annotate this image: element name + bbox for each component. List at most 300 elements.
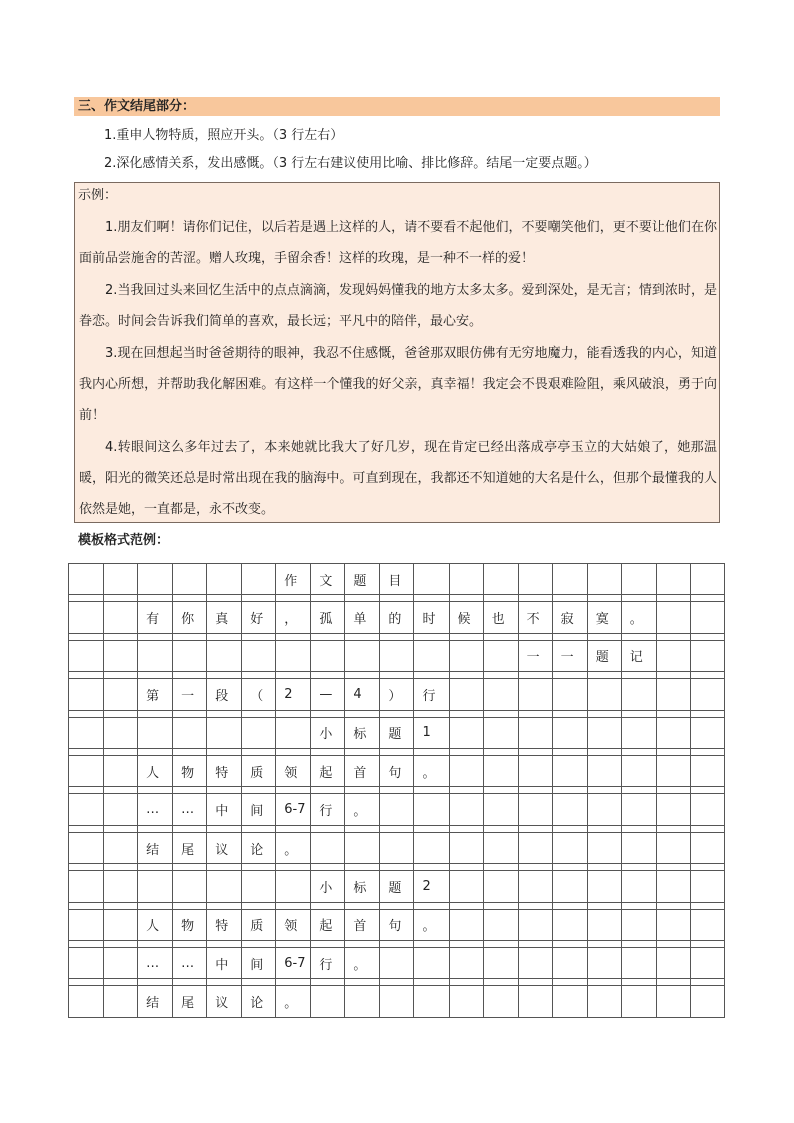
grid-cell	[587, 986, 621, 1018]
grid-spacer-cell	[138, 864, 173, 871]
grid-cell	[656, 794, 690, 825]
grid-spacer-cell	[380, 979, 414, 986]
grid-cell: （	[242, 679, 276, 710]
grid-spacer-cell	[138, 595, 173, 602]
grid-spacer-cell	[69, 595, 104, 602]
grid-row	[69, 564, 725, 595]
grid-cell	[587, 909, 621, 940]
grid-cell: 。	[276, 986, 311, 1018]
grid-cell: ）	[380, 679, 414, 710]
grid-spacer-cell	[552, 748, 587, 755]
grid-spacer-cell	[621, 633, 656, 640]
grid-row	[69, 640, 725, 671]
grid-spacer-cell	[518, 748, 552, 755]
grid-spacer-cell	[690, 672, 724, 679]
grid-cell	[173, 871, 207, 902]
grid-spacer-cell	[242, 979, 276, 986]
grid-cell	[518, 564, 552, 595]
grid-spacer-cell	[414, 864, 449, 871]
grid-cell	[587, 756, 621, 787]
grid-cell	[380, 794, 414, 825]
grid-cell	[656, 909, 690, 940]
grid-row	[69, 602, 725, 633]
grid-cell	[587, 871, 621, 902]
grid-spacer-cell	[483, 595, 518, 602]
grid-spacer-cell	[656, 902, 690, 909]
grid-spacer-cell	[242, 941, 276, 948]
grid-spacer-cell	[414, 941, 449, 948]
grid-spacer-cell	[380, 748, 414, 755]
grid-spacer-cell	[104, 672, 138, 679]
grid-cell: 时	[414, 602, 449, 633]
template-title: 模板格式范例：	[78, 533, 170, 548]
grid-cell: 小	[311, 871, 345, 902]
grid-cell	[414, 948, 449, 979]
grid-cell: 中	[207, 794, 242, 825]
grid-spacer-cell	[276, 902, 311, 909]
grid-cell	[518, 832, 552, 863]
example-paragraph-4: 4.转眼间这么多年过去了，本来她就比我大了好几岁，现在肯定已经出落成亭亭玉立的大姑娘了，她那温暖，阳光的微笑还总是时常出现在我的脑海中。可直到现在，我都还不知道她的大名是什么，但那个最懂我的人依然是她，一直都是，永不改变。	[79, 440, 717, 517]
grid-spacer-cell	[242, 710, 276, 717]
grid-spacer-cell	[173, 902, 207, 909]
grid-spacer-cell	[345, 710, 380, 717]
grid-spacer-cell	[552, 595, 587, 602]
grid-spacer-cell	[207, 787, 242, 794]
grid-cell	[518, 717, 552, 748]
grid-spacer-cell	[173, 672, 207, 679]
grid-cell	[483, 756, 518, 787]
grid-spacer-cell	[345, 864, 380, 871]
grid-cell	[621, 564, 656, 595]
grid-cell: …	[173, 794, 207, 825]
section-header: 三、作文结尾部分：	[74, 97, 720, 116]
grid-cell	[207, 640, 242, 671]
grid-spacer-cell	[621, 787, 656, 794]
grid-spacer-cell	[242, 825, 276, 832]
grid-cell: 标	[345, 871, 380, 902]
grid-spacer-row	[69, 748, 725, 755]
grid-cell	[345, 640, 380, 671]
grid-cell: 物	[173, 909, 207, 940]
grid-spacer-cell	[138, 672, 173, 679]
grid-spacer-cell	[242, 787, 276, 794]
grid-cell	[518, 871, 552, 902]
grid-spacer-cell	[311, 710, 345, 717]
grid-cell: 行	[414, 679, 449, 710]
grid-cell	[690, 679, 724, 710]
grid-spacer-row	[69, 902, 725, 909]
grid-cell	[656, 679, 690, 710]
grid-spacer-cell	[276, 672, 311, 679]
grid-cell	[138, 717, 173, 748]
grid-spacer-cell	[242, 748, 276, 755]
grid-cell	[69, 909, 104, 940]
grid-cell	[449, 717, 483, 748]
grid-spacer-cell	[587, 979, 621, 986]
grid-spacer-cell	[207, 902, 242, 909]
grid-cell	[69, 832, 104, 863]
grid-spacer-cell	[207, 748, 242, 755]
grid-cell	[656, 602, 690, 633]
grid-cell	[449, 832, 483, 863]
grid-spacer-cell	[138, 979, 173, 986]
grid-cell: 结	[138, 986, 173, 1018]
grid-cell	[587, 717, 621, 748]
grid-spacer-cell	[449, 864, 483, 871]
grid-spacer-cell	[552, 633, 587, 640]
grid-cell	[690, 832, 724, 863]
grid-spacer-cell	[242, 864, 276, 871]
grid-spacer-cell	[104, 825, 138, 832]
grid-spacer-cell	[104, 864, 138, 871]
grid-cell: 尾	[173, 986, 207, 1018]
grid-cell: 6-7	[276, 948, 311, 979]
grid-cell: 。	[345, 794, 380, 825]
grid-spacer-cell	[173, 941, 207, 948]
grid-spacer-row	[69, 864, 725, 871]
grid-cell	[621, 679, 656, 710]
grid-cell	[552, 717, 587, 748]
grid-spacer-cell	[621, 941, 656, 948]
grid-cell	[69, 717, 104, 748]
grid-spacer-cell	[380, 902, 414, 909]
grid-spacer-cell	[173, 825, 207, 832]
grid-cell: 。	[621, 602, 656, 633]
grid-spacer-cell	[69, 672, 104, 679]
grid-spacer-cell	[276, 825, 311, 832]
grid-spacer-cell	[380, 825, 414, 832]
grid-spacer-cell	[518, 979, 552, 986]
grid-cell: 结	[138, 832, 173, 863]
grid-cell: 标	[345, 717, 380, 748]
grid-row	[69, 832, 725, 863]
grid-spacer-cell	[449, 787, 483, 794]
grid-cell: 4	[345, 679, 380, 710]
grid-cell	[69, 679, 104, 710]
grid-spacer-cell	[414, 710, 449, 717]
grid-cell: 作	[276, 564, 311, 595]
grid-spacer-cell	[587, 672, 621, 679]
grid-cell: 一	[173, 679, 207, 710]
grid-spacer-cell	[621, 672, 656, 679]
grid-spacer-cell	[483, 979, 518, 986]
grid-spacer-cell	[483, 633, 518, 640]
grid-cell	[690, 909, 724, 940]
grid-cell	[380, 986, 414, 1018]
grid-spacer-cell	[483, 672, 518, 679]
grid-row	[69, 756, 725, 787]
grid-spacer-row	[69, 633, 725, 640]
grid-spacer-cell	[518, 595, 552, 602]
grid-cell: 物	[173, 756, 207, 787]
grid-spacer-cell	[449, 941, 483, 948]
grid-cell	[483, 794, 518, 825]
grid-cell: 首	[345, 909, 380, 940]
grid-spacer-row	[69, 710, 725, 717]
grid-cell: 段	[207, 679, 242, 710]
grid-cell	[587, 948, 621, 979]
grid-spacer-cell	[69, 710, 104, 717]
grid-cell: 议	[207, 986, 242, 1018]
grid-spacer-cell	[656, 825, 690, 832]
grid-cell	[207, 717, 242, 748]
grid-cell	[621, 794, 656, 825]
grid-cell	[414, 986, 449, 1018]
grid-cell	[483, 640, 518, 671]
grid-spacer-cell	[690, 825, 724, 832]
grid-cell	[242, 871, 276, 902]
grid-cell: 小	[311, 717, 345, 748]
grid-cell	[552, 564, 587, 595]
grid-cell	[104, 794, 138, 825]
grid-spacer-cell	[207, 595, 242, 602]
example-paragraph-3: 3.现在回想起当时爸爸期待的眼神，我忍不住感慨，爸爸那双眼仿佛有无穷地魔力，能看透我的内心，知道我内心所想，并帮助我化解困难。有这样一个懂我的好父亲，真幸福！我定会不畏艰难险阻，乘风破浪，勇于向前！	[79, 346, 717, 423]
grid-cell: 题	[345, 564, 380, 595]
grid-spacer-cell	[242, 672, 276, 679]
grid-cell	[449, 756, 483, 787]
grid-spacer-cell	[104, 710, 138, 717]
grid-cell	[587, 832, 621, 863]
grid-cell	[449, 909, 483, 940]
grid-spacer-cell	[656, 595, 690, 602]
grid-spacer-cell	[587, 748, 621, 755]
grid-cell: 质	[242, 756, 276, 787]
grid-row	[69, 909, 725, 940]
grid-spacer-cell	[690, 633, 724, 640]
grid-spacer-cell	[207, 710, 242, 717]
grid-spacer-cell	[345, 825, 380, 832]
grid-spacer-cell	[690, 748, 724, 755]
grid-cell: 领	[276, 756, 311, 787]
grid-spacer-row	[69, 672, 725, 679]
grid-spacer-cell	[242, 902, 276, 909]
grid-cell	[621, 909, 656, 940]
grid-spacer-cell	[656, 672, 690, 679]
grid-cell	[104, 717, 138, 748]
grid-cell	[621, 948, 656, 979]
grid-cell	[656, 871, 690, 902]
grid-spacer-cell	[311, 672, 345, 679]
grid-spacer-cell	[173, 748, 207, 755]
grid-cell: 一	[518, 640, 552, 671]
essay-grid	[68, 563, 725, 1018]
grid-cell	[69, 986, 104, 1018]
grid-cell	[414, 640, 449, 671]
grid-spacer-cell	[138, 748, 173, 755]
grid-cell: 文	[311, 564, 345, 595]
grid-cell	[621, 871, 656, 902]
grid-cell	[483, 832, 518, 863]
grid-spacer-cell	[518, 672, 552, 679]
grid-spacer-cell	[311, 633, 345, 640]
grid-spacer-cell	[587, 941, 621, 948]
grid-spacer-cell	[138, 787, 173, 794]
grid-cell	[104, 832, 138, 863]
grid-spacer-cell	[518, 825, 552, 832]
grid-spacer-cell	[483, 902, 518, 909]
grid-cell	[483, 909, 518, 940]
grid-spacer-cell	[552, 941, 587, 948]
grid-spacer-cell	[345, 787, 380, 794]
grid-spacer-cell	[276, 710, 311, 717]
grid-spacer-cell	[380, 941, 414, 948]
grid-cell	[69, 602, 104, 633]
grid-cell	[449, 871, 483, 902]
grid-spacer-cell	[690, 787, 724, 794]
grid-cell: 第	[138, 679, 173, 710]
grid-spacer-cell	[69, 902, 104, 909]
grid-cell	[242, 717, 276, 748]
grid-cell	[449, 986, 483, 1018]
grid-spacer-cell	[552, 710, 587, 717]
grid-spacer-cell	[311, 787, 345, 794]
grid-spacer-cell	[276, 979, 311, 986]
grid-spacer-cell	[690, 941, 724, 948]
grid-spacer-cell	[276, 595, 311, 602]
grid-cell	[380, 640, 414, 671]
grid-cell: 寂	[552, 602, 587, 633]
grid-cell	[104, 986, 138, 1018]
grid-spacer-cell	[483, 748, 518, 755]
grid-cell	[414, 564, 449, 595]
grid-cell	[552, 909, 587, 940]
grid-cell	[483, 871, 518, 902]
grid-cell: 句	[380, 909, 414, 940]
grid-cell	[483, 986, 518, 1018]
grid-cell: 特	[207, 756, 242, 787]
grid-cell	[311, 640, 345, 671]
grid-cell	[690, 986, 724, 1018]
grid-spacer-cell	[311, 595, 345, 602]
grid-cell	[69, 564, 104, 595]
grid-cell: 间	[242, 794, 276, 825]
grid-spacer-cell	[414, 595, 449, 602]
grid-spacer-cell	[690, 864, 724, 871]
grid-spacer-cell	[449, 825, 483, 832]
grid-cell	[483, 564, 518, 595]
grid-cell	[552, 871, 587, 902]
grid-spacer-cell	[276, 864, 311, 871]
grid-cell	[483, 717, 518, 748]
grid-cell	[518, 756, 552, 787]
grid-cell: …	[138, 794, 173, 825]
grid-spacer-cell	[104, 941, 138, 948]
grid-spacer-cell	[414, 902, 449, 909]
grid-cell: 论	[242, 986, 276, 1018]
example-title: 示例：	[78, 188, 118, 203]
grid-cell: 行	[311, 794, 345, 825]
grid-cell	[690, 602, 724, 633]
grid-spacer-cell	[276, 633, 311, 640]
grid-spacer-cell	[242, 595, 276, 602]
grid-spacer-cell	[414, 748, 449, 755]
grid-spacer-cell	[173, 979, 207, 986]
grid-cell: 的	[380, 602, 414, 633]
grid-cell	[276, 871, 311, 902]
grid-cell	[276, 640, 311, 671]
grid-cell	[656, 564, 690, 595]
grid-cell	[242, 564, 276, 595]
grid-spacer-cell	[656, 864, 690, 871]
grid-spacer-cell	[380, 787, 414, 794]
grid-spacer-row	[69, 595, 725, 602]
grid-cell	[587, 679, 621, 710]
grid-spacer-cell	[587, 864, 621, 871]
grid-spacer-cell	[518, 787, 552, 794]
grid-spacer-cell	[104, 595, 138, 602]
grid-cell: 领	[276, 909, 311, 940]
grid-spacer-cell	[207, 979, 242, 986]
grid-cell	[276, 717, 311, 748]
grid-cell: 1	[414, 717, 449, 748]
grid-cell	[311, 986, 345, 1018]
grid-row	[69, 948, 725, 979]
grid-cell: 你	[173, 602, 207, 633]
grid-cell	[138, 871, 173, 902]
grid-cell	[587, 564, 621, 595]
grid-cell: 人	[138, 909, 173, 940]
grid-cell	[104, 564, 138, 595]
grid-spacer-cell	[69, 864, 104, 871]
grid-spacer-cell	[207, 941, 242, 948]
grid-cell: 论	[242, 832, 276, 863]
example-paragraph-2: 2.当我回过头来回忆生活中的点点滴滴，发现妈妈懂我的地方太多太多。爱到深处，是无言；情到浓时，是眷恋。时间会告诉我们简单的喜欢，最长远；平凡中的陪伴，最心安。	[79, 283, 717, 329]
grid-spacer-cell	[483, 710, 518, 717]
grid-cell: 好	[242, 602, 276, 633]
grid-spacer-cell	[380, 672, 414, 679]
grid-spacer-cell	[380, 595, 414, 602]
grid-spacer-cell	[449, 979, 483, 986]
grid-spacer-cell	[414, 825, 449, 832]
grid-cell	[207, 564, 242, 595]
grid-cell: 中	[207, 948, 242, 979]
grid-row	[69, 679, 725, 710]
grid-cell: 有	[138, 602, 173, 633]
grid-cell	[104, 679, 138, 710]
grid-spacer-cell	[621, 979, 656, 986]
grid-spacer-cell	[207, 672, 242, 679]
grid-cell: 。	[345, 948, 380, 979]
grid-spacer-cell	[552, 864, 587, 871]
grid-cell	[242, 640, 276, 671]
grid-spacer-cell	[69, 979, 104, 986]
grid-spacer-cell	[483, 825, 518, 832]
grid-cell: 议	[207, 832, 242, 863]
grid-cell	[690, 564, 724, 595]
grid-spacer-cell	[207, 864, 242, 871]
grid-spacer-cell	[276, 787, 311, 794]
grid-spacer-cell	[380, 633, 414, 640]
grid-spacer-cell	[483, 864, 518, 871]
grid-spacer-cell	[207, 825, 242, 832]
grid-cell	[656, 948, 690, 979]
grid-spacer-cell	[656, 941, 690, 948]
grid-spacer-cell	[173, 595, 207, 602]
grid-spacer-cell	[69, 748, 104, 755]
grid-cell	[483, 679, 518, 710]
grid-spacer-cell	[311, 902, 345, 909]
grid-spacer-cell	[138, 902, 173, 909]
grid-cell: 单	[345, 602, 380, 633]
grid-spacer-cell	[414, 633, 449, 640]
grid-cell	[449, 564, 483, 595]
grid-spacer-cell	[69, 633, 104, 640]
grid-cell	[552, 679, 587, 710]
grid-cell	[138, 564, 173, 595]
grid-spacer-cell	[104, 979, 138, 986]
grid-row	[69, 717, 725, 748]
grid-cell	[449, 948, 483, 979]
